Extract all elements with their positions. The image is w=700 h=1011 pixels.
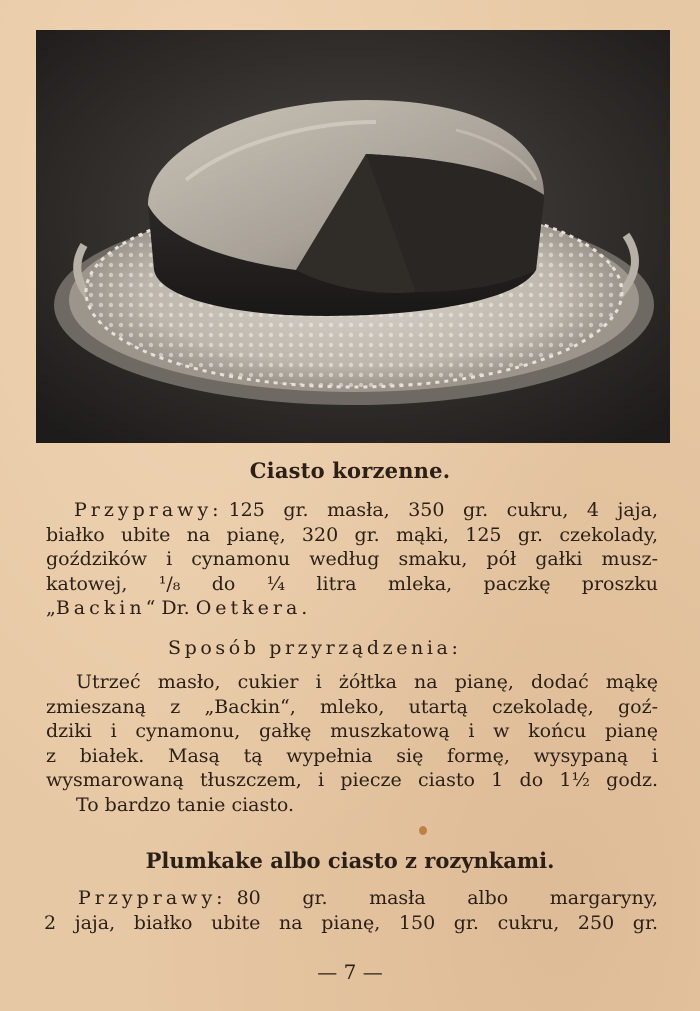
ingredients-line: katowej, ¹/₈ do ¼ litra mleka, paczkę proszku xyxy=(46,572,658,595)
method-line: z białek. Masą tą wypełnia się formę, wysypaną i xyxy=(46,744,658,767)
ingredients-line xyxy=(44,886,658,911)
recipe-1-note: To bardzo tanie ciasto. xyxy=(76,793,295,816)
quote-open: „ xyxy=(46,597,56,619)
ingredients-line: goździków i cynamonu według smaku, pół gałki musz- xyxy=(46,548,658,570)
recipe-1-title: Ciasto korzenne. xyxy=(249,458,451,483)
method-line: dziki i cynamonu, gałkę muszkatową i w końcu pianę xyxy=(46,720,658,742)
method-line: wysmarowaną tłuszczem, i piecze ciasto 1 do 1½ godz. xyxy=(46,769,658,791)
method-line: Utrzeć masło, cukier i żółtka na pianę, dodać mąkę xyxy=(76,671,658,693)
cake-photo xyxy=(36,30,670,443)
recipe-1-ingredients xyxy=(46,498,658,621)
ingredients-line-last xyxy=(46,596,658,621)
ingredients-text: 125 gr. masła, 350 gr. cukru, 4 jaja, xyxy=(228,499,658,521)
oetker-brand: Oetkera. xyxy=(195,597,312,619)
page-number: — 7 — xyxy=(317,960,383,984)
ink-spot xyxy=(419,826,427,835)
method-label: Sposób przyrządzenia: xyxy=(168,637,462,659)
recipe-1-method xyxy=(46,670,658,817)
cake-illustration xyxy=(36,30,670,443)
recipe-2-title: Plumkake albo ciasto z rozynkami. xyxy=(145,848,555,873)
backin-brand: Backin xyxy=(55,597,146,619)
ingredients-label: Przyprawy: xyxy=(74,499,223,521)
dr-text: “ Dr. xyxy=(145,597,190,619)
ingredients-text: 80 gr. masła albo margaryny, xyxy=(236,887,658,909)
recipe-2-ingredients xyxy=(44,886,658,935)
ingredients-line xyxy=(46,498,658,523)
ingredients-label: Przyprawy: xyxy=(78,887,227,909)
method-line: zmieszaną z „Backin“, mleko, utartą czekoladę, goź- xyxy=(46,695,658,718)
ingredients-line: 2 jaja, białko ubite na pianę, 150 gr. cukru, 250 gr. xyxy=(44,911,658,934)
ingredients-line: białko ubite na pianę, 320 gr. mąki, 125 gr. czekolady, xyxy=(46,523,658,546)
